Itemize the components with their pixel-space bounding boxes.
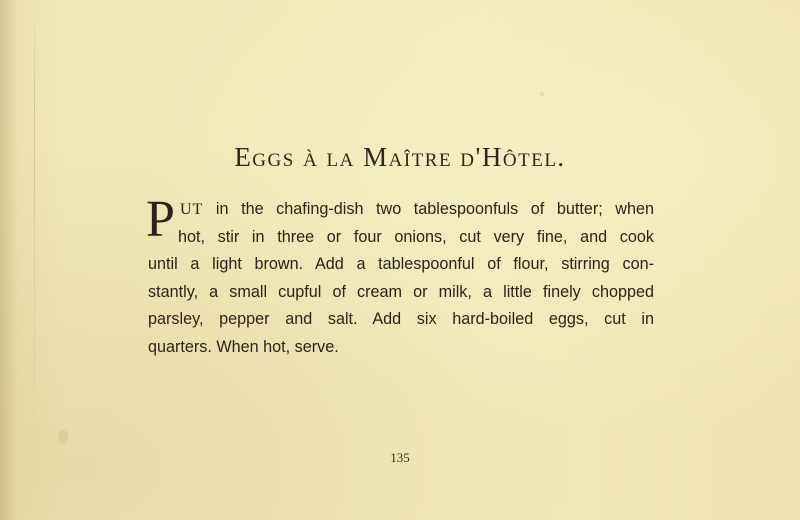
paper-stain: [540, 92, 544, 96]
recipe-body: [146, 191, 654, 361]
page-edge-shadow: [0, 0, 18, 520]
recipe-title: Eggs à la Maître d'Hôtel.: [234, 142, 566, 172]
body-line-3: until a light brown. Add a tablespoonful of flour, stirring con-: [148, 255, 654, 273]
drop-cap: P: [146, 191, 175, 248]
body-line-2: hot, stir in three or four onions, cut very fine, and cook: [178, 227, 654, 246]
first-word: UT: [180, 201, 204, 218]
page-fold-line: [34, 0, 35, 520]
body-line-5: parsley, pepper and salt. Add six hard-boiled eggs, cut in: [148, 310, 654, 328]
paper-stain: [58, 430, 68, 444]
page-number: 135: [390, 450, 410, 465]
body-line-1-rest: in the chafing-dish two tablespoonfuls of butter; when: [203, 200, 654, 218]
body-line-6: quarters. When hot, serve.: [148, 337, 339, 356]
body-line-4: stantly, a small cupful of cream or milk, a little finely chopped: [148, 282, 654, 301]
body-line-1: [148, 196, 654, 224]
